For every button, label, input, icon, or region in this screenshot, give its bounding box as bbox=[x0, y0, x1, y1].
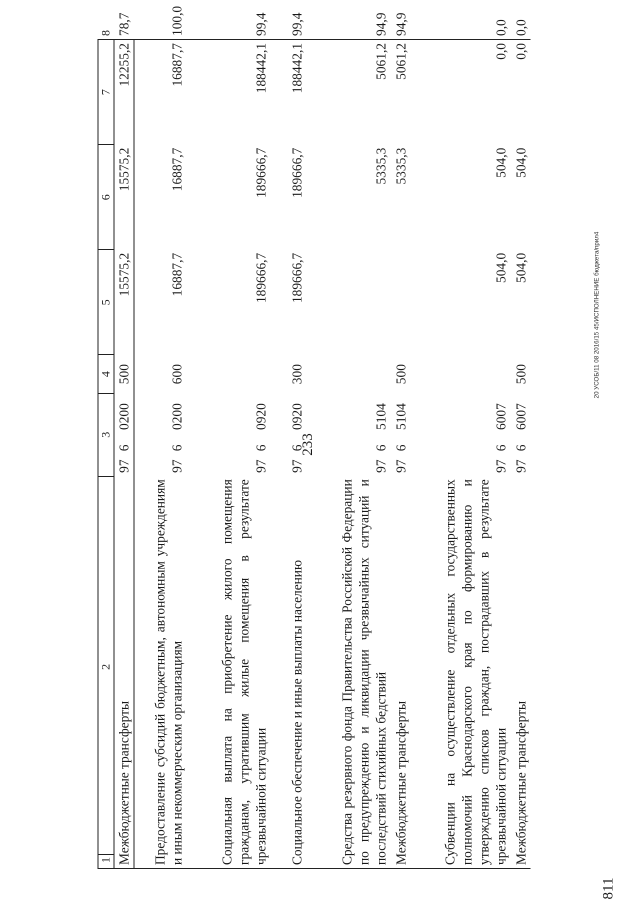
header-col-5: 5 bbox=[98, 250, 114, 355]
cell-code-b: 6 bbox=[253, 444, 269, 452]
cell-col6: 5335,3 bbox=[373, 147, 389, 185]
cell-code-b: 6 bbox=[513, 444, 529, 452]
cell-section: 6007 bbox=[493, 403, 509, 430]
cell-col7: 5061,2 bbox=[373, 43, 389, 80]
cell-col6: 16887,7 bbox=[169, 147, 185, 192]
header-col-1: 1 2 bbox=[98, 476, 114, 868]
cell-col5: 189666,7 bbox=[253, 252, 269, 304]
cell-code-b: 6 bbox=[169, 444, 185, 452]
cell-section: 5104 bbox=[373, 403, 389, 430]
row-name: Средства резервного фонда Правительства Российской Федерации по предупреждению и ликвидации чрезвычайных ситуаций и последствий стихийных бедствий bbox=[306, 476, 390, 868]
header-col-4: 4 bbox=[98, 355, 114, 393]
cell-section: 0920 bbox=[289, 403, 305, 430]
cell-col6: 15575,2 bbox=[114, 145, 134, 250]
cell-col6: 504,0 bbox=[513, 147, 529, 178]
row-name: Межбюджетные трансферты bbox=[390, 476, 410, 868]
cell-section: 0200 bbox=[114, 393, 134, 440]
cell-col5: 189666,7 bbox=[289, 252, 305, 304]
cell-col5: 16887,7 bbox=[169, 252, 185, 297]
cell-code-b: 6 bbox=[393, 444, 409, 452]
page-number-top: 233 bbox=[299, 433, 316, 456]
cell-col5: 504,0 bbox=[513, 252, 529, 283]
row-name: Социальное обеспечение и иные выплаты населению bbox=[270, 476, 306, 868]
cell-code-b: 6 bbox=[114, 440, 134, 456]
header-col-6: 6 bbox=[98, 145, 114, 250]
table-header-row: 1 2 3 4 5 6 7 8 bbox=[98, 40, 114, 869]
cell-section: 5104 bbox=[393, 403, 409, 430]
cell-col5: 15575,2 bbox=[114, 250, 134, 355]
table-row: Межбюджетные трансферты 97 6 0200 500 15575,2 15575,2 12255,2 78,7 bbox=[114, 40, 134, 869]
cell-section: 6007 bbox=[513, 403, 529, 430]
budget-table-container bbox=[97, 5, 560, 869]
page-number-side: 811 bbox=[600, 877, 617, 900]
row-name: Предоставление субсидий бюджетным, автономным учреждениям и иным некоммерческим организациям bbox=[134, 476, 187, 868]
table-row: Средства резервного фонда Правительства Российской Федерации по предупреждению и ликвидации чрезвычайных ситуаций и последствий стихийных бедствий 97 6 5104 5335,3 5061,2 94,9 bbox=[306, 40, 390, 869]
budget-table bbox=[97, 5, 530, 869]
cell-code-a: 97 bbox=[253, 459, 269, 473]
cell-code-b: 6 bbox=[493, 444, 509, 452]
cell-code-a: 97 bbox=[289, 459, 305, 473]
cell-col7: 0,0 bbox=[513, 43, 529, 60]
cell-section: 0920 bbox=[253, 403, 269, 430]
cell-vr: 500 bbox=[114, 355, 134, 393]
file-stamp-text: 20 УСОБ/11 08 2016/15 45/ИСПОЛНЕНИЕ бюджета/прил4 bbox=[593, 231, 601, 399]
cell-vr: 500 bbox=[513, 364, 529, 385]
cell-col6: 504,0 bbox=[493, 147, 509, 178]
cell-code-b: 6 bbox=[289, 444, 305, 452]
cell-code-b: 6 bbox=[373, 444, 389, 452]
cell-col6: 5335,3 bbox=[393, 147, 409, 185]
cell-code-a: 97 bbox=[513, 459, 529, 473]
cell-col7: 188442,1 bbox=[289, 43, 305, 94]
cell-vr: 600 bbox=[169, 364, 185, 385]
cell-vr: 500 bbox=[393, 364, 409, 385]
cell-code-a: 97 bbox=[373, 459, 389, 473]
row-name: Социальная выплата на приобретение жилого помещения гражданам, утратившим жилые помещения в результате чрезвычайной ситуации bbox=[186, 476, 270, 868]
cell-code-a: 97 bbox=[169, 459, 185, 473]
table-row: Социальное обеспечение и иные выплаты населению 97 6 0920 300 189666,7 189666,7 188442,1 99,4 bbox=[270, 40, 306, 869]
cell-col7: 188442,1 bbox=[253, 43, 269, 94]
cell-vr bbox=[186, 355, 270, 393]
cell-code-a: 97 bbox=[493, 459, 509, 473]
cell-col5 bbox=[390, 250, 410, 355]
table-body bbox=[114, 5, 530, 869]
cell-col6: 189666,7 bbox=[253, 147, 269, 198]
cell-code-a: 97 bbox=[114, 456, 134, 476]
table-row: Социальная выплата на приобретение жилого помещения гражданам, утратившим жилые помещения в результате чрезвычайной ситуации 97 6 0920 189666,7 189666,7 188442,1 99,4 bbox=[186, 40, 270, 869]
cell-col7: 12255,2 bbox=[114, 40, 134, 145]
table-row: Межбюджетные трансферты 97 6 5104 500 5335,3 5061,2 94,9 bbox=[390, 40, 410, 869]
cell-col5 bbox=[306, 250, 390, 355]
header-col-7: 7 bbox=[98, 40, 114, 145]
cell-col7: 16887,7 bbox=[169, 43, 185, 87]
cell-col7: 5061,2 bbox=[393, 43, 409, 80]
cell-vr bbox=[410, 355, 510, 393]
row-name: Субвенции на осуществление отдельных государственных полномочий Краснодарского края по формированию и утверждению списков граждан, пострадавших в результате чрезвычайной ситуации bbox=[410, 476, 510, 868]
table-row: Предоставление субсидий бюджетным, автономным учреждениям и иным некоммерческим организациям 97 6 0200 600 16887,7 16887,7 16887,7 100,0 bbox=[134, 40, 187, 869]
row-name: Межбюджетные трансферты bbox=[114, 476, 134, 868]
cell-vr: 300 bbox=[289, 364, 305, 385]
table-row: Субвенции на осуществление отдельных государственных полномочий Краснодарского края по формированию и утверждению списков граждан, пострадавших в результате чрезвычайной ситуации 97 6 6007 504,0 504,0 0,0 0,0 bbox=[410, 40, 510, 869]
row-name: Межбюджетные трансферты bbox=[510, 476, 530, 868]
cell-col6: 189666,7 bbox=[289, 147, 305, 198]
cell-code-a: 97 bbox=[393, 459, 409, 473]
cell-section: 0200 bbox=[169, 403, 185, 430]
cell-col7: 0,0 bbox=[493, 43, 509, 60]
table-row: Межбюджетные трансферты 97 6 6007 500 504,0 504,0 0,0 0,0 bbox=[510, 40, 530, 869]
cell-col5: 504,0 bbox=[493, 252, 509, 283]
cell-vr bbox=[306, 355, 390, 393]
header-col-3: 3 bbox=[98, 393, 114, 476]
file-stamp bbox=[590, 25, 604, 605]
